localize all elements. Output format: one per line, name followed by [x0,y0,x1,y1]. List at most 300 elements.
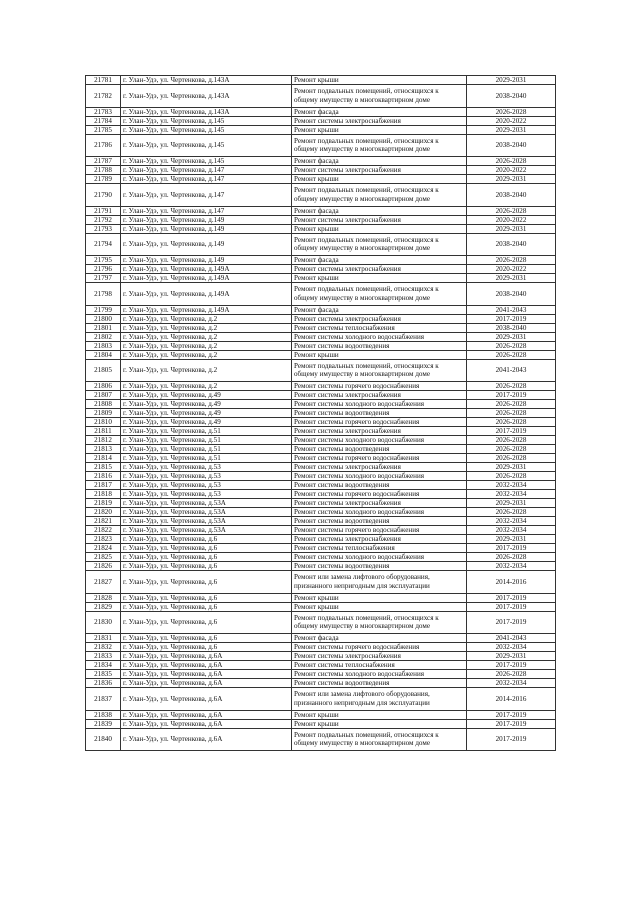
row-number: 21786 [86,134,121,157]
row-work-type: Ремонт крыши [292,350,467,359]
row-address: г. Улан-Удэ, ул. Чертенкова, д.145 [121,134,292,157]
row-address: г. Улан-Удэ, ул. Чертенкова, д.149А [121,283,292,306]
row-period: 2026-2028 [467,382,556,391]
row-number: 21820 [86,508,121,517]
table-row [86,359,556,382]
row-period: 2026-2028 [467,400,556,409]
row-address: г. Улан-Удэ, ул. Чертенкова, д.53 [121,490,292,499]
row-number: 21812 [86,436,121,445]
row-period: 2020-2022 [467,215,556,224]
row-period: 2029-2031 [467,274,556,283]
row-number: 21784 [86,116,121,125]
row-work-type: Ремонт подвальных помещений, относящихся к общему имуществу в многоквартирном доме [292,611,467,634]
table-row [86,85,556,108]
row-address: г. Улан-Удэ, ул. Чертенкова, д.53 [121,472,292,481]
row-period: 2026-2028 [467,418,556,427]
row-number: 21822 [86,526,121,535]
row-period: 2041-2043 [467,305,556,314]
table-row [86,553,556,562]
row-period: 2029-2031 [467,463,556,472]
row-address: г. Улан-Удэ, ул. Чертенкова, д.2 [121,350,292,359]
row-period: 2014-2016 [467,571,556,594]
table-row [86,535,556,544]
row-work-type: Ремонт крыши [292,274,467,283]
row-number: 21789 [86,175,121,184]
row-address: г. Улан-Удэ, ул. Чертенкова, д.6А [121,670,292,679]
table-row [86,544,556,553]
row-address: г. Улан-Удэ, ул. Чертенкова, д.6 [121,634,292,643]
row-number: 21802 [86,332,121,341]
row-period: 2017-2019 [467,391,556,400]
row-address: г. Улан-Удэ, ул. Чертенкова, д.145 [121,157,292,166]
row-period: 2026-2028 [467,445,556,454]
row-period: 2017-2019 [467,728,556,751]
row-work-type: Ремонт фасада [292,206,467,215]
row-work-type: Ремонт системы электроснабжения [292,463,467,472]
row-period: 2038-2040 [467,283,556,306]
row-address: г. Улан-Удэ, ул. Чертенкова, д.6 [121,643,292,652]
row-work-type: Ремонт крыши [292,175,467,184]
row-work-type: Ремонт подвальных помещений, относящихся к общему имуществу в многоквартирном доме [292,283,467,306]
row-number: 21823 [86,535,121,544]
row-address: г. Улан-Удэ, ул. Чертенкова, д.53А [121,517,292,526]
row-work-type: Ремонт подвальных помещений, относящихся к общему имуществу в многоквартирном доме [292,233,467,256]
row-work-type: Ремонт системы электроснабжения [292,427,467,436]
row-period: 2032-2034 [467,481,556,490]
table-row [86,283,556,306]
row-work-type: Ремонт фасада [292,305,467,314]
table-row [86,76,556,85]
table-row [86,265,556,274]
row-address: г. Улан-Удэ, ул. Чертенкова, д.2 [121,341,292,350]
row-number: 21804 [86,350,121,359]
row-work-type: Ремонт системы электроснабжения [292,535,467,544]
table-row [86,593,556,602]
row-number: 21794 [86,233,121,256]
row-address: г. Улан-Удэ, ул. Чертенкова, д.6 [121,544,292,553]
row-period: 2017-2019 [467,611,556,634]
row-work-type: Ремонт системы водоотведения [292,481,467,490]
table-row [86,409,556,418]
row-number: 21787 [86,157,121,166]
row-period: 2029-2031 [467,499,556,508]
row-address: г. Улан-Удэ, ул. Чертенкова, д.149 [121,215,292,224]
row-work-type: Ремонт системы холодного водоснабжения [292,400,467,409]
row-number: 21833 [86,652,121,661]
row-address: г. Улан-Удэ, ул. Чертенкова, д.149А [121,265,292,274]
row-address: г. Улан-Удэ, ул. Чертенкова, д.49 [121,418,292,427]
row-period: 2026-2028 [467,553,556,562]
row-address: г. Улан-Удэ, ул. Чертенкова, д.49 [121,391,292,400]
row-number: 21818 [86,490,121,499]
row-number: 21837 [86,688,121,711]
row-period: 2032-2034 [467,490,556,499]
row-number: 21803 [86,341,121,350]
row-number: 21830 [86,611,121,634]
row-work-type: Ремонт или замена лифтового оборудования, признанного непригодным для эксплуатации [292,571,467,594]
row-address: г. Улан-Удэ, ул. Чертенкова, д.2 [121,314,292,323]
row-number: 21832 [86,643,121,652]
row-address: г. Улан-Удэ, ул. Чертенкова, д.53А [121,499,292,508]
row-work-type: Ремонт системы электроснабжения [292,116,467,125]
table-row [86,436,556,445]
row-address: г. Улан-Удэ, ул. Чертенкова, д.149А [121,274,292,283]
row-work-type: Ремонт системы теплоснабжения [292,661,467,670]
row-work-type: Ремонт системы водоотведения [292,409,467,418]
table-row [86,323,556,332]
row-work-type: Ремонт системы электроснабжения [292,652,467,661]
row-address: г. Улан-Удэ, ул. Чертенкова, д.145 [121,125,292,134]
row-period: 2029-2031 [467,125,556,134]
row-number: 21797 [86,274,121,283]
row-work-type: Ремонт крыши [292,593,467,602]
row-address: г. Улан-Удэ, ул. Чертенкова, д.53А [121,526,292,535]
row-address: г. Улан-Удэ, ул. Чертенкова, д.147 [121,175,292,184]
row-work-type: Ремонт фасада [292,256,467,265]
row-number: 21808 [86,400,121,409]
table-row [86,719,556,728]
table-row [86,643,556,652]
table-row [86,206,556,215]
row-number: 21796 [86,265,121,274]
row-address: г. Улан-Удэ, ул. Чертенкова, д.147 [121,206,292,215]
row-work-type: Ремонт крыши [292,76,467,85]
row-address: г. Улан-Удэ, ул. Чертенкова, д.2 [121,359,292,382]
row-period: 2029-2031 [467,224,556,233]
row-address: г. Улан-Удэ, ул. Чертенкова, д.53А [121,508,292,517]
table-row [86,562,556,571]
row-address: г. Улан-Удэ, ул. Чертенкова, д.6А [121,652,292,661]
row-address: г. Улан-Удэ, ул. Чертенкова, д.149 [121,224,292,233]
table-row [86,710,556,719]
row-work-type: Ремонт системы горячего водоснабжения [292,454,467,463]
row-number: 21807 [86,391,121,400]
row-work-type: Ремонт фасада [292,634,467,643]
row-work-type: Ремонт крыши [292,710,467,719]
row-address: г. Улан-Удэ, ул. Чертенкова, д.143А [121,107,292,116]
row-address: г. Улан-Удэ, ул. Чертенкова, д.6 [121,535,292,544]
row-period: 2017-2019 [467,593,556,602]
table-row [86,418,556,427]
row-address: г. Улан-Удэ, ул. Чертенкова, д.49 [121,409,292,418]
row-period: 2017-2019 [467,710,556,719]
table-row [86,233,556,256]
row-work-type: Ремонт системы электроснабжения [292,499,467,508]
row-address: г. Улан-Удэ, ул. Чертенкова, д.147 [121,184,292,207]
row-work-type: Ремонт системы электроснабжения [292,265,467,274]
row-number: 21790 [86,184,121,207]
row-address: г. Улан-Удэ, ул. Чертенкова, д.149А [121,305,292,314]
row-work-type: Ремонт подвальных помещений, относящихся к общему имуществу в многоквартирном доме [292,359,467,382]
row-period: 2026-2028 [467,670,556,679]
row-period: 2038-2040 [467,323,556,332]
row-address: г. Улан-Удэ, ул. Чертенкова, д.147 [121,166,292,175]
row-work-type: Ремонт системы горячего водоснабжения [292,643,467,652]
row-work-type: Ремонт системы водоотведения [292,562,467,571]
table-row [86,350,556,359]
row-address: г. Улан-Удэ, ул. Чертенкова, д.51 [121,454,292,463]
row-work-type: Ремонт крыши [292,602,467,611]
row-address: г. Улан-Удэ, ул. Чертенкова, д.6А [121,728,292,751]
row-work-type: Ремонт системы холодного водоснабжения [292,436,467,445]
table-row [86,107,556,116]
row-work-type: Ремонт или замена лифтового оборудования, признанного непригодным для эксплуатации [292,688,467,711]
row-work-type: Ремонт фасада [292,107,467,116]
row-address: г. Улан-Удэ, ул. Чертенкова, д.51 [121,427,292,436]
row-period: 2038-2040 [467,233,556,256]
row-number: 21819 [86,499,121,508]
table-row [86,445,556,454]
row-number: 21827 [86,571,121,594]
row-address: г. Улан-Удэ, ул. Чертенкова, д.2 [121,382,292,391]
repair-schedule-table [85,75,556,751]
row-period: 2026-2028 [467,409,556,418]
table-row [86,611,556,634]
row-address: г. Улан-Удэ, ул. Чертенкова, д.6 [121,553,292,562]
row-number: 21788 [86,166,121,175]
row-work-type: Ремонт системы холодного водоснабжения [292,553,467,562]
row-period: 2032-2034 [467,679,556,688]
row-number: 21836 [86,679,121,688]
row-number: 21806 [86,382,121,391]
table-row [86,314,556,323]
row-number: 21799 [86,305,121,314]
row-number: 21826 [86,562,121,571]
row-work-type: Ремонт системы электроснабжения [292,215,467,224]
row-period: 2026-2028 [467,508,556,517]
row-number: 21798 [86,283,121,306]
row-number: 21817 [86,481,121,490]
row-address: г. Улан-Удэ, ул. Чертенкова, д.53 [121,481,292,490]
row-period: 2017-2019 [467,544,556,553]
row-period: 2032-2034 [467,517,556,526]
table-row [86,679,556,688]
row-period: 2020-2022 [467,166,556,175]
row-number: 21791 [86,206,121,215]
row-address: г. Улан-Удэ, ул. Чертенкова, д.2 [121,323,292,332]
row-address: г. Улан-Удэ, ул. Чертенкова, д.53 [121,463,292,472]
row-number: 21810 [86,418,121,427]
row-work-type: Ремонт системы горячего водоснабжения [292,490,467,499]
table-row [86,427,556,436]
row-address: г. Улан-Удэ, ул. Чертенкова, д.51 [121,436,292,445]
row-address: г. Улан-Удэ, ул. Чертенкова, д.6 [121,611,292,634]
row-address: г. Улан-Удэ, ул. Чертенкова, д.145 [121,116,292,125]
row-work-type: Ремонт системы горячего водоснабжения [292,526,467,535]
row-number: 21825 [86,553,121,562]
row-work-type: Ремонт системы холодного водоснабжения [292,472,467,481]
row-period: 2026-2028 [467,436,556,445]
row-period: 2017-2019 [467,314,556,323]
row-number: 21838 [86,710,121,719]
table-row [86,571,556,594]
table-row [86,688,556,711]
table-row [86,526,556,535]
row-number: 21839 [86,719,121,728]
row-period: 2038-2040 [467,184,556,207]
table-row [86,670,556,679]
row-period: 2017-2019 [467,602,556,611]
table-row [86,166,556,175]
row-address: г. Улан-Удэ, ул. Чертенкова, д.6А [121,661,292,670]
table-row [86,184,556,207]
table-row [86,472,556,481]
table-row [86,652,556,661]
row-address: г. Улан-Удэ, ул. Чертенкова, д.143А [121,85,292,108]
row-period: 2017-2019 [467,427,556,436]
row-number: 21782 [86,85,121,108]
row-number: 21824 [86,544,121,553]
row-period: 2026-2028 [467,472,556,481]
table-row [86,382,556,391]
row-work-type: Ремонт подвальных помещений, относящихся к общему имуществу в многоквартирном доме [292,85,467,108]
row-work-type: Ремонт системы горячего водоснабжения [292,382,467,391]
row-work-type: Ремонт системы теплоснабжения [292,323,467,332]
table-row [86,274,556,283]
row-number: 21828 [86,593,121,602]
table-row [86,305,556,314]
table-row [86,125,556,134]
table-row [86,341,556,350]
table-row [86,454,556,463]
row-number: 21831 [86,634,121,643]
row-number: 21809 [86,409,121,418]
row-number: 21840 [86,728,121,751]
table-row [86,728,556,751]
row-period: 2038-2040 [467,134,556,157]
table-row [86,634,556,643]
table-row [86,499,556,508]
table-row [86,481,556,490]
row-number: 21815 [86,463,121,472]
row-number: 21821 [86,517,121,526]
row-period: 2041-2043 [467,634,556,643]
row-period: 2020-2022 [467,265,556,274]
row-work-type: Ремонт системы водоотведения [292,445,467,454]
row-work-type: Ремонт системы электроснабжения [292,314,467,323]
row-work-type: Ремонт системы водоотведения [292,517,467,526]
row-number: 21800 [86,314,121,323]
row-work-type: Ремонт фасада [292,157,467,166]
row-period: 2038-2040 [467,85,556,108]
row-number: 21795 [86,256,121,265]
row-address: г. Улан-Удэ, ул. Чертенкова, д.149 [121,256,292,265]
row-work-type: Ремонт подвальных помещений, относящихся к общему имуществу в многоквартирном доме [292,184,467,207]
row-number: 21834 [86,661,121,670]
row-number: 21792 [86,215,121,224]
table-row [86,508,556,517]
table-row [86,661,556,670]
row-work-type: Ремонт системы электроснабжения [292,391,467,400]
row-work-type: Ремонт системы холодного водоснабжения [292,332,467,341]
row-period: 2032-2034 [467,526,556,535]
row-number: 21805 [86,359,121,382]
table-body [86,76,556,751]
row-work-type: Ремонт системы водоотведения [292,679,467,688]
table-row [86,391,556,400]
table-row [86,490,556,499]
table-row [86,175,556,184]
row-period: 2029-2031 [467,535,556,544]
row-work-type: Ремонт системы холодного водоснабжения [292,508,467,517]
row-period: 2017-2019 [467,661,556,670]
row-number: 21801 [86,323,121,332]
row-number: 21835 [86,670,121,679]
table-row [86,256,556,265]
row-period: 2029-2031 [467,76,556,85]
row-address: г. Улан-Удэ, ул. Чертенкова, д.6А [121,679,292,688]
row-address: г. Улан-Удэ, ул. Чертенкова, д.143А [121,76,292,85]
row-address: г. Улан-Удэ, ул. Чертенкова, д.51 [121,445,292,454]
row-work-type: Ремонт подвальных помещений, относящихся к общему имуществу в многоквартирном доме [292,728,467,751]
row-number: 21829 [86,602,121,611]
table-row [86,517,556,526]
row-period: 2014-2016 [467,688,556,711]
row-work-type: Ремонт подвальных помещений, относящихся к общему имуществу в многоквартирном доме [292,134,467,157]
row-period: 2026-2028 [467,256,556,265]
row-period: 2029-2031 [467,332,556,341]
table-row [86,116,556,125]
row-period: 2032-2034 [467,643,556,652]
row-period: 2026-2028 [467,341,556,350]
table-row [86,134,556,157]
row-address: г. Улан-Удэ, ул. Чертенкова, д.6 [121,562,292,571]
row-period: 2041-2043 [467,359,556,382]
row-work-type: Ремонт системы теплоснабжения [292,544,467,553]
row-address: г. Улан-Удэ, ул. Чертенкова, д.6А [121,688,292,711]
row-work-type: Ремонт системы горячего водоснабжения [292,418,467,427]
row-number: 21814 [86,454,121,463]
row-work-type: Ремонт системы электроснабжения [292,166,467,175]
row-address: г. Улан-Удэ, ул. Чертенкова, д.6А [121,710,292,719]
row-period: 2026-2028 [467,454,556,463]
row-work-type: Ремонт системы водоотведения [292,341,467,350]
table-row [86,157,556,166]
table-row [86,400,556,409]
row-address: г. Улан-Удэ, ул. Чертенкова, д.6 [121,571,292,594]
row-period: 2026-2028 [467,107,556,116]
row-work-type: Ремонт крыши [292,719,467,728]
row-period: 2029-2031 [467,175,556,184]
row-number: 21781 [86,76,121,85]
table-row [86,602,556,611]
row-work-type: Ремонт крыши [292,224,467,233]
row-number: 21816 [86,472,121,481]
row-address: г. Улан-Удэ, ул. Чертенкова, д.2 [121,332,292,341]
row-address: г. Улан-Удэ, ул. Чертенкова, д.149 [121,233,292,256]
row-number: 21813 [86,445,121,454]
table-row [86,215,556,224]
row-address: г. Улан-Удэ, ул. Чертенкова, д.49 [121,400,292,409]
table-row [86,224,556,233]
row-period: 2029-2031 [467,652,556,661]
row-number: 21785 [86,125,121,134]
row-work-type: Ремонт крыши [292,125,467,134]
row-number: 21811 [86,427,121,436]
row-period: 2026-2028 [467,157,556,166]
row-number: 21793 [86,224,121,233]
row-period: 2017-2019 [467,719,556,728]
row-period: 2020-2022 [467,116,556,125]
row-period: 2032-2034 [467,562,556,571]
row-address: г. Улан-Удэ, ул. Чертенкова, д.6 [121,602,292,611]
row-address: г. Улан-Удэ, ул. Чертенкова, д.6 [121,593,292,602]
table-row [86,463,556,472]
row-address: г. Улан-Удэ, ул. Чертенкова, д.6А [121,719,292,728]
table-row [86,332,556,341]
row-number: 21783 [86,107,121,116]
row-period: 2026-2028 [467,206,556,215]
